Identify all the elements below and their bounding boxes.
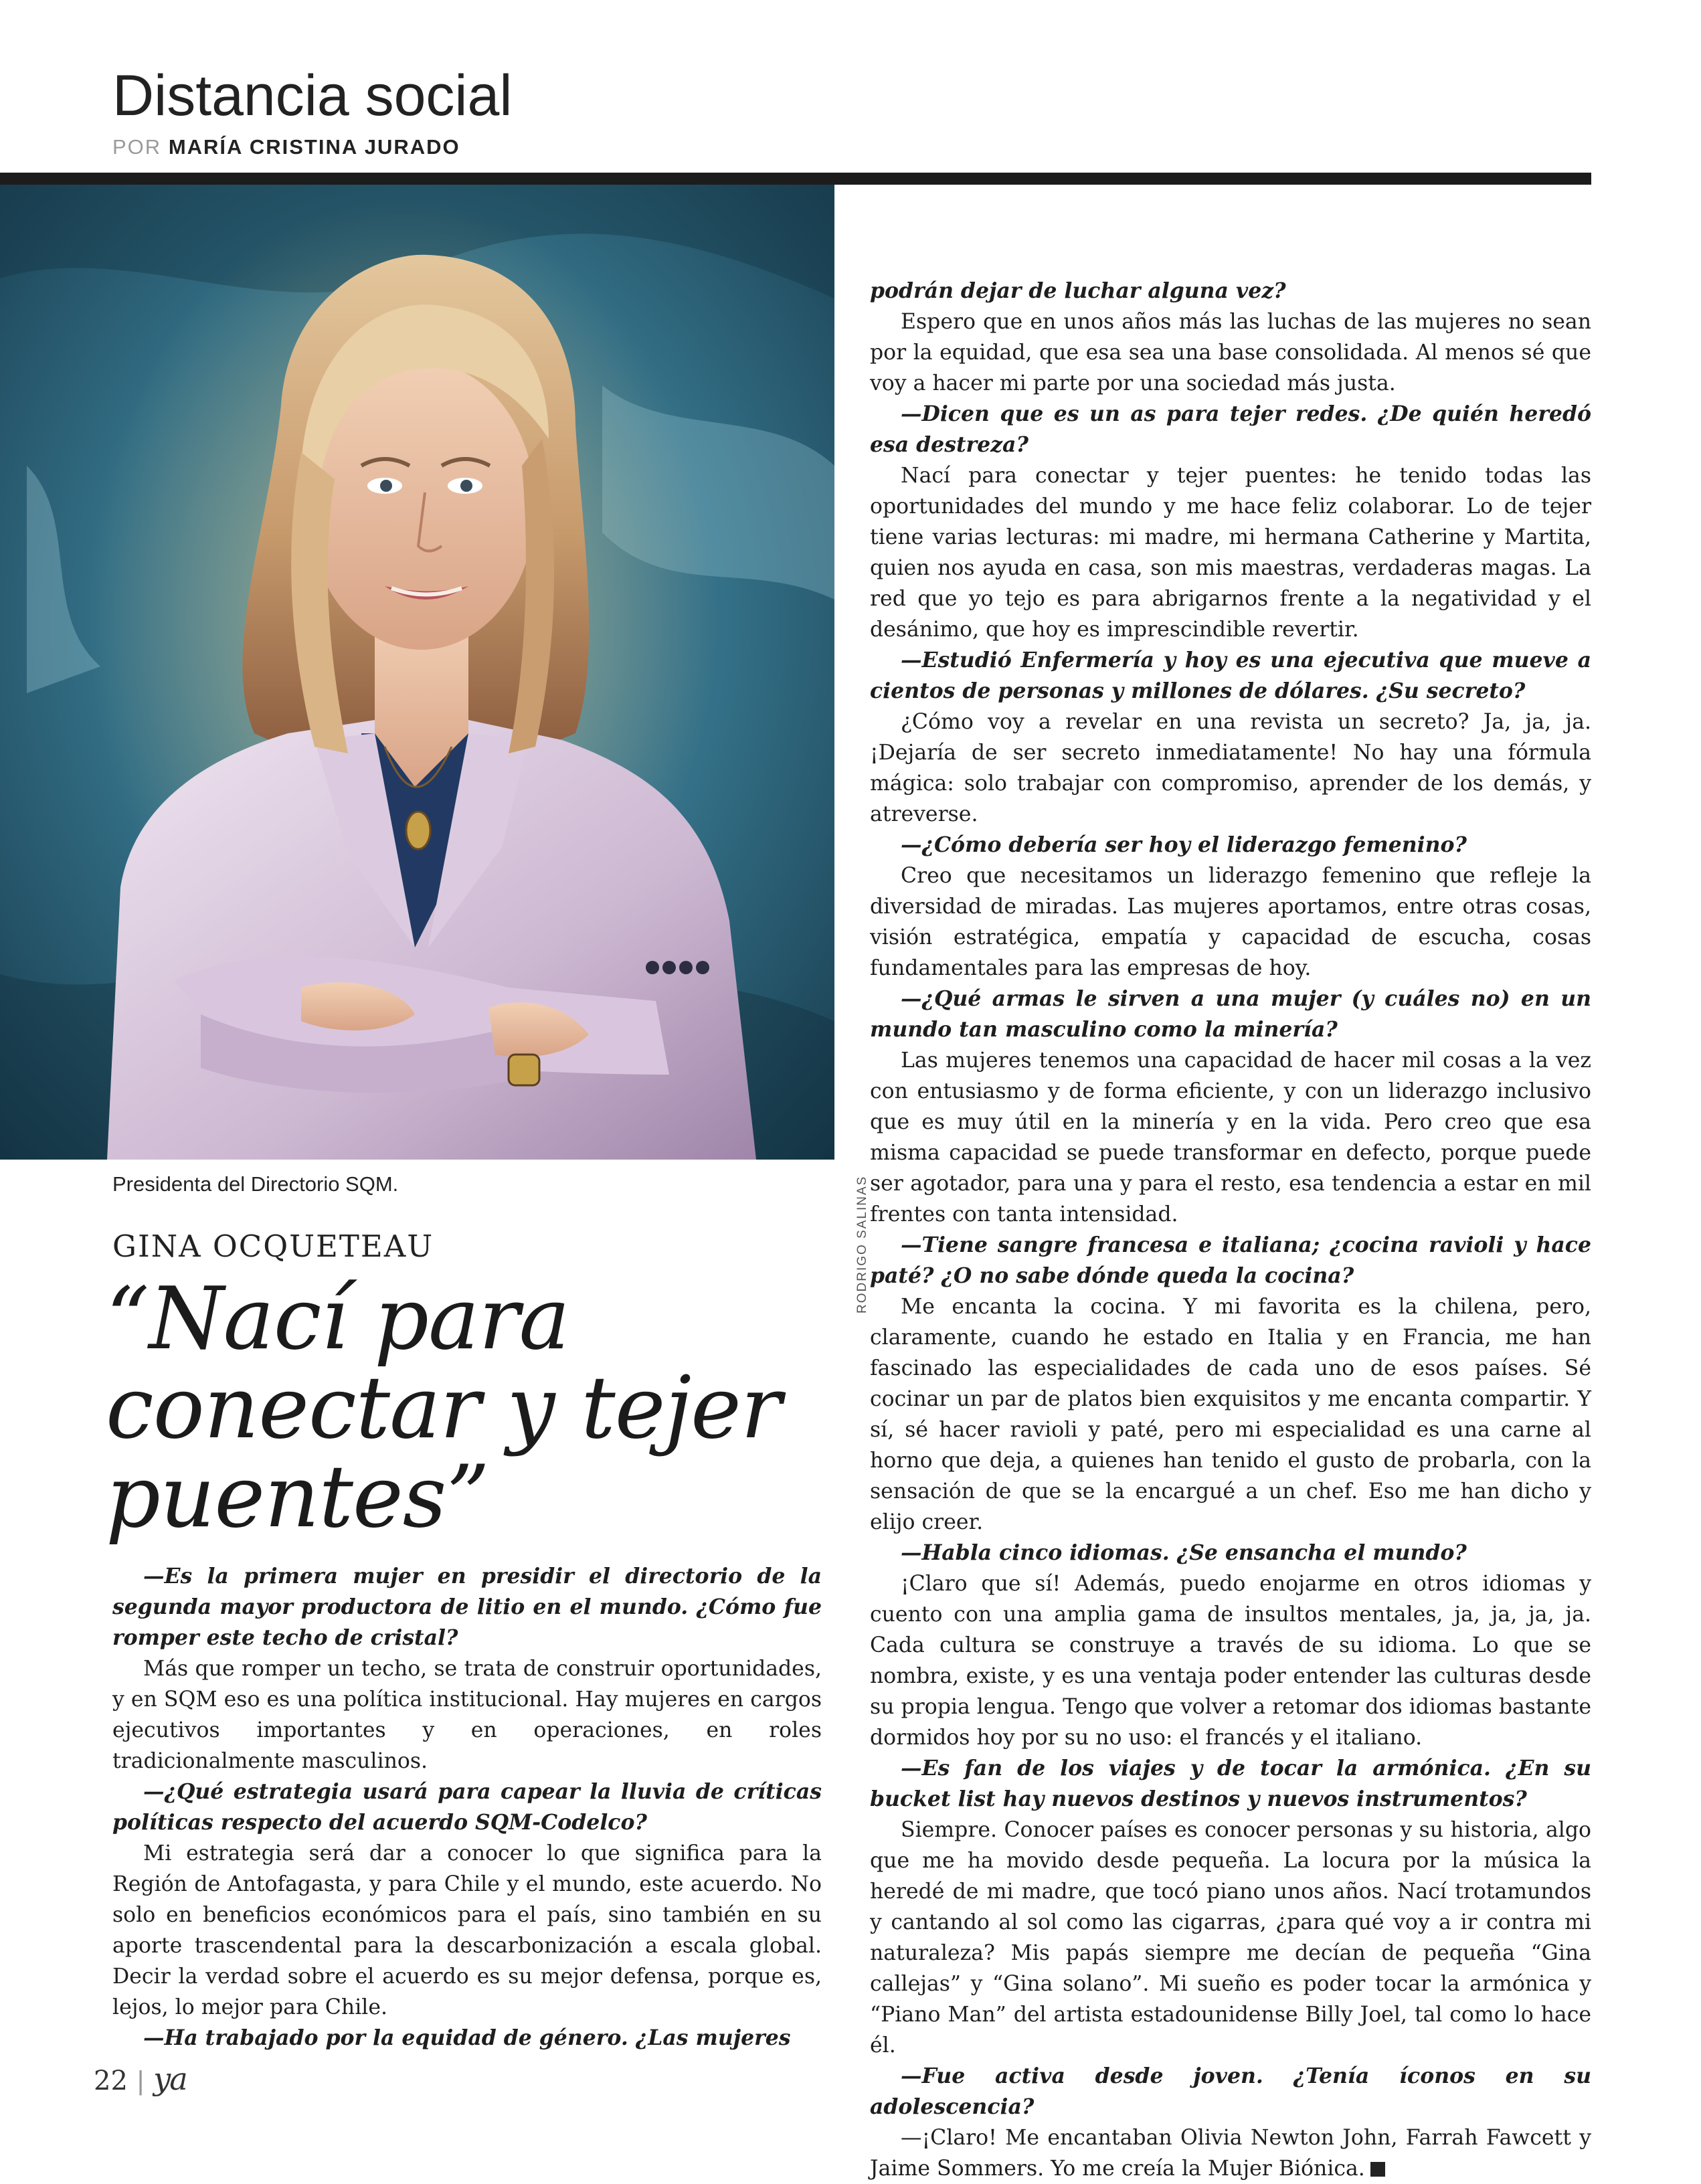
- headline-line: conectar y tejer: [106, 1358, 782, 1458]
- interview-question: [870, 2061, 1591, 2122]
- interview-answer: [870, 2122, 1591, 2184]
- paragraph-text: —¿Qué armas le sirven a una mujer (y cuáles no) en un mundo tan masculino como la minería?: [870, 986, 1591, 1042]
- paragraph-text: Las mujeres tenemos una capacidad de hacer mil cosas a la vez con entusiasmo y de forma eficiente, y con un liderazgo inclusivo que es muy útil en la minería y en la vida. Pero creo que esa misma capacidad se puede transformar en defecto, porque puede ser agotador, para una y para el resto, esa tendencia a estar en mil frentes con tanta intensidad.: [870, 1049, 1591, 1226]
- interview-answer: [870, 1568, 1591, 1753]
- paragraph-text: Nací para conectar y tejer puentes: he tenido todas las oportunidades del mundo y me hace feliz colaborar. Lo de tejer tiene varias lecturas: mi madre, mi hermana Catherine y Martita, quien nos ayuda en casa, son mis maestras, verdaderas magas. La red que yo tejo es para abrigarnos frente a la negatividad y el desánimo, que hoy es imprescindible revertir.: [870, 464, 1591, 642]
- interview-answer: [112, 1653, 822, 1777]
- article-column-right: [870, 276, 1591, 2184]
- paragraph-text: —Tiene sangre francesa e italiana; ¿cocina ravioli y hace paté? ¿O no sabe dónde queda la cocina?: [870, 1233, 1591, 1288]
- article-column-left: [112, 1561, 822, 2054]
- magazine-logo: ya: [153, 2061, 187, 2097]
- interview-question: [112, 1777, 822, 1838]
- headline-line: “Nací para: [106, 1269, 569, 1369]
- section-title: Distancia social: [112, 64, 513, 128]
- paragraph-text: ¡Claro que sí! Además, puedo enojarme en otros idiomas y cuento con una amplia gama de insultos mentales, ja, ja, ja, ja. Cada cultura se construye a través de su idioma. Lo que se nombra, existe, y es una ventaja poder entender las culturas desde su propia lengua. Tengo que volver a retomar dos idiomas bastante dormidos hoy por su no uso: el francés y el italiano.: [870, 1572, 1591, 1750]
- paragraph-text: Siempre. Conocer países es conocer personas y su historia, algo que me ha movido desde pequeña. La locura por la música la heredé de mi madre, que tocó piano unos años. Nací trotamundos y cantando al sol como las cigarras, ¿para qué voy a ir contra mi naturaleza? Mis papás siempre me decían de pequeña “Gina callejas” y “Gina solano”. Mi sueño es poder tocar la armónica y “Piano Man” del artista estadounidense Billy Joel, tal como lo hace él.: [870, 1818, 1591, 2058]
- page-footer: [94, 2061, 187, 2097]
- paragraph-text: —¡Claro! Me encantaban Olivia Newton John, Farrah Fawcett y Jaime Sommers. Yo me creía la Mujer Biónica.: [870, 2126, 1591, 2181]
- interview-answer: [870, 860, 1591, 984]
- headline-line: puentes”: [106, 1447, 489, 1547]
- interview-question: [870, 399, 1591, 460]
- paragraph-text: —Ha trabajado por la equidad de género. ¿Las mujeres: [143, 2025, 791, 2050]
- interview-answer: [870, 707, 1591, 830]
- interview-question: [870, 276, 1591, 306]
- paragraph-text: —Dicen que es un as para tejer redes. ¿De quién heredó esa destreza?: [870, 401, 1591, 457]
- interview-question: [870, 984, 1591, 1045]
- interview-answer: [870, 1291, 1591, 1538]
- interview-answer: [870, 306, 1591, 399]
- interview-question: [112, 2023, 822, 2054]
- interview-question: [870, 830, 1591, 860]
- interview-answer: [870, 1045, 1591, 1230]
- byline-prefix: POR: [112, 135, 162, 159]
- paragraph-text: —Es la primera mujer en presidir el directorio de la segunda mayor productora de litio en el mundo. ¿Cómo fue romper este techo de cristal?: [112, 1564, 822, 1650]
- interviewee-name: GINA OCQUETEAU: [112, 1228, 434, 1264]
- footer-separator: |: [137, 2066, 145, 2096]
- paragraph-text: —Habla cinco idiomas. ¿Se ensancha el mundo?: [901, 1540, 1467, 1565]
- paragraph-text: ¿Cómo voy a revelar en una revista un secreto? Ja, ja, ja. ¡Dejaría de ser secreto inmediatamente! No hay una fórmula mágica: solo trabajar con compromiso, aprender de los demás, y atreverse.: [870, 710, 1591, 826]
- page-number: 22: [94, 2066, 128, 2096]
- interview-question: [870, 1230, 1591, 1291]
- interview-question: [870, 1753, 1591, 1815]
- paragraph-text: —¿Qué estrategia usará para capear la lluvia de críticas políticas respecto del acuerdo SQM-Codelco?: [112, 1779, 822, 1835]
- paragraph-text: Mi estrategia será dar a conocer lo que significa para la Región de Antofagasta, y para Chile y el mundo, este acuerdo. No solo en beneficios económicos para el país, sino también en su aporte trascendental para la descarbonización a escala global. Decir la verdad sobre el acuerdo es su mejor defensa, porque es, lejos, lo mejor para Chile.: [112, 1841, 822, 2019]
- paragraph-text: —Es fan de los viajes y de tocar la armónica. ¿En su bucket list hay nuevos destinos y nuevos instrumentos?: [870, 1756, 1591, 1811]
- author-name: MARÍA CRISTINA JURADO: [168, 135, 460, 159]
- interview-answer: [112, 1838, 822, 2023]
- paragraph-text: Espero que en unos años más las luchas de las mujeres no sean por la equidad, que esa sea una base consolidada. Al menos sé que voy a hacer mi parte por una sociedad más justa.: [870, 310, 1591, 395]
- paragraph-text: Más que romper un techo, se trata de construir oportunidades, y en SQM eso es una política institucional. Hay mujeres en cargos ejecutivos importantes y en operaciones, en roles tradicionalmente masculinos.: [112, 1657, 822, 1773]
- byline: [112, 135, 460, 159]
- interview-question: [870, 1538, 1591, 1568]
- interview-answer: [870, 460, 1591, 645]
- interview-answer: [870, 1815, 1591, 2061]
- interview-question: [870, 645, 1591, 707]
- paragraph-text: —Fue activa desde joven. ¿Tenía íconos en su adolescencia?: [870, 2064, 1591, 2119]
- paragraph-text: Me encanta la cocina. Y mi favorita es la chilena, pero, claramente, cuando he estado en Italia y en Francia, me han fascinado las especialidades de cada uno de esos países. Sé cocinar un par de platos bien exquisitos y me encanta compartir. Y sí, sé hacer ravioli y paté, pero mi especialidad es una carne al horno que deja, a quienes han tenido el gusto de probarla, con la sensación de que se la encargué a un chef. Eso me han dicho y elijo creer.: [870, 1295, 1591, 1534]
- paragraph-text: —Estudió Enfermería y hoy es una ejecutiva que mueve a cientos de personas y millones de dólares. ¿Su secreto?: [870, 648, 1591, 703]
- paragraph-text: —¿Cómo debería ser hoy el liderazgo femenino?: [901, 832, 1467, 857]
- interview-question: [112, 1561, 822, 1653]
- photo-caption: Presidenta del Directorio SQM.: [112, 1172, 399, 1196]
- paragraph-text: Creo que necesitamos un liderazgo femenino que refleje la diversidad de miradas. Las mujeres aportamos, entre otras cosas, visión estratégica, empatía y capacidad de escucha, cosas fundamentales para las empresas de hoy.: [870, 864, 1591, 980]
- paragraph-text: podrán dejar de luchar alguna vez?: [870, 278, 1286, 303]
- top-rule: [0, 173, 1591, 185]
- photo-credit: RODRIGO SALINAS: [855, 1175, 869, 1313]
- portrait-illustration: [0, 185, 834, 1160]
- headline: [106, 1269, 828, 1547]
